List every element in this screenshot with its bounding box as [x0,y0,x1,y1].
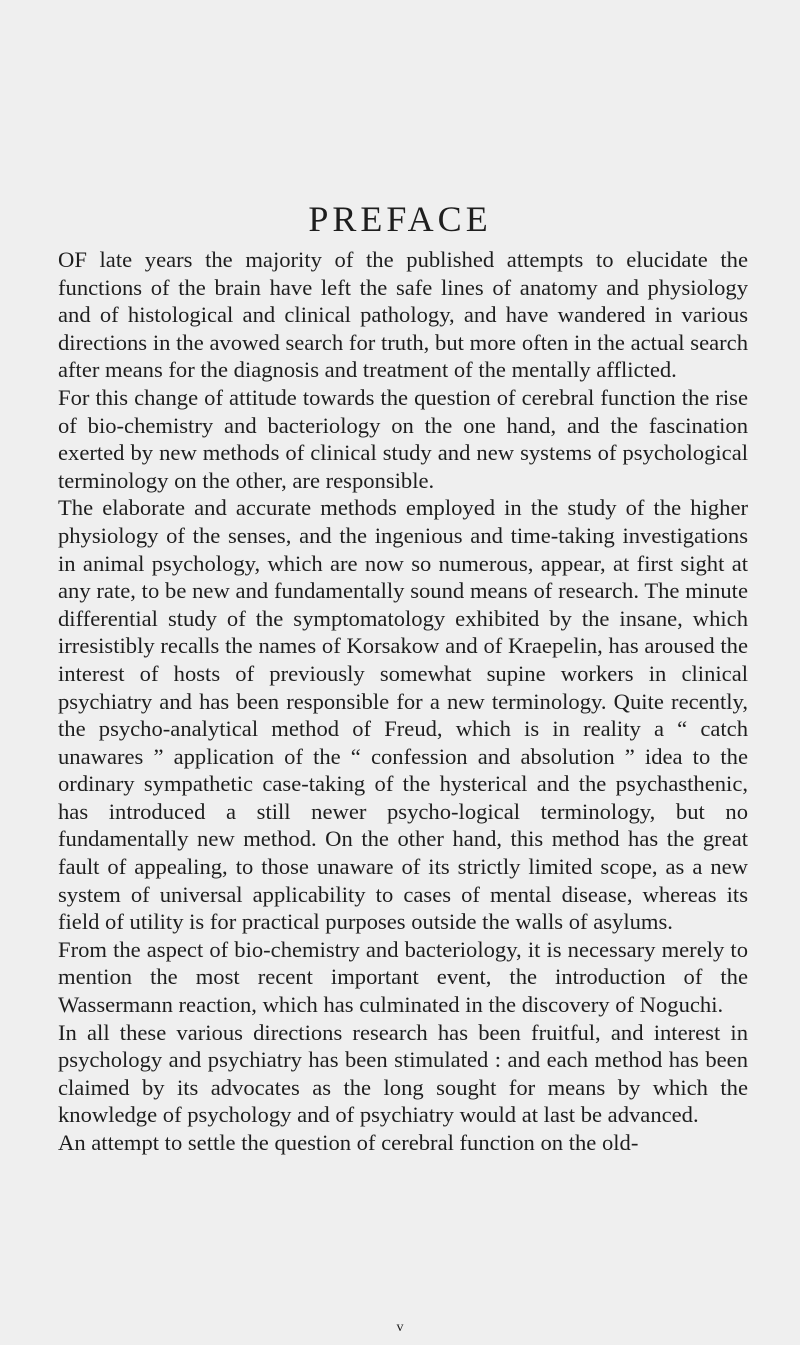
paragraph-3: The elaborate and accurate methods employed in the study of the higher physiology of the senses, and the ingenious and time-taking investigations in animal psychology, which are now so numerous, appear, at first sight at any rate, to be new and fundamentally sound means of research. The minute differential study of the symptomatology exhibited by the insane, which irresistibly recalls the names of Korsakow and of Kraepelin, has aroused the interest of hosts of previously somewhat supine workers in clinical psychiatry and has been responsible for a new terminology. Quite recently, the psycho-analytical method of Freud, which is in reality a “ catch unawares ” application of the “ confession and absolution ” idea to the ordinary sympathetic case-taking of the hysterical and the psychasthenic, has introduced a still newer psycho-logical terminology, but no fundamentally new method. On the other hand, this method has the great fault of appealing, to those unaware of its strictly limited scope, as a new system of universal applicability to cases of mental disease, whereas its field of utility is for practical purposes outside the walls of asylums. [58,495,748,935]
page-title: PREFACE [308,199,492,239]
paragraph-5: In all these various directions research has been fruitful, and interest in psychology and psychiatry has been stimulated : and each method has been claimed by its advocates as the long sought for means by which the knowledge of psychology and of psychiatry would at last be advanced. [58,1019,748,1128]
page-number: v [396,1320,404,1335]
paragraph-1: OF late years the majority of the published attempts to elucidate the functions of the brain have left the safe lines of anatomy and physiology and of histological and clinical pathology, and have wandered in various directions in the avowed search for truth, but more often in the actual search after means for the diagnosis and treatment of the mentally afflicted. [58,247,748,383]
paragraph-4: From the aspect of bio-chemistry and bacteriology, it is necessary merely to mention the most recent important event, the introduction of the Wassermann reaction, which has culminated in the discovery of Noguchi. [58,936,748,1018]
preface-body [58,246,748,1157]
paragraph-2: For this change of attitude towards the question of cerebral function the rise of bio-chemistry and bacteriology on the one hand, and the fascination exerted by new methods of clinical study and new systems of psychological terminology on the other, are responsible. [58,384,748,493]
paragraph-6: An attempt to settle the question of cerebral function on the old- [58,1130,639,1155]
